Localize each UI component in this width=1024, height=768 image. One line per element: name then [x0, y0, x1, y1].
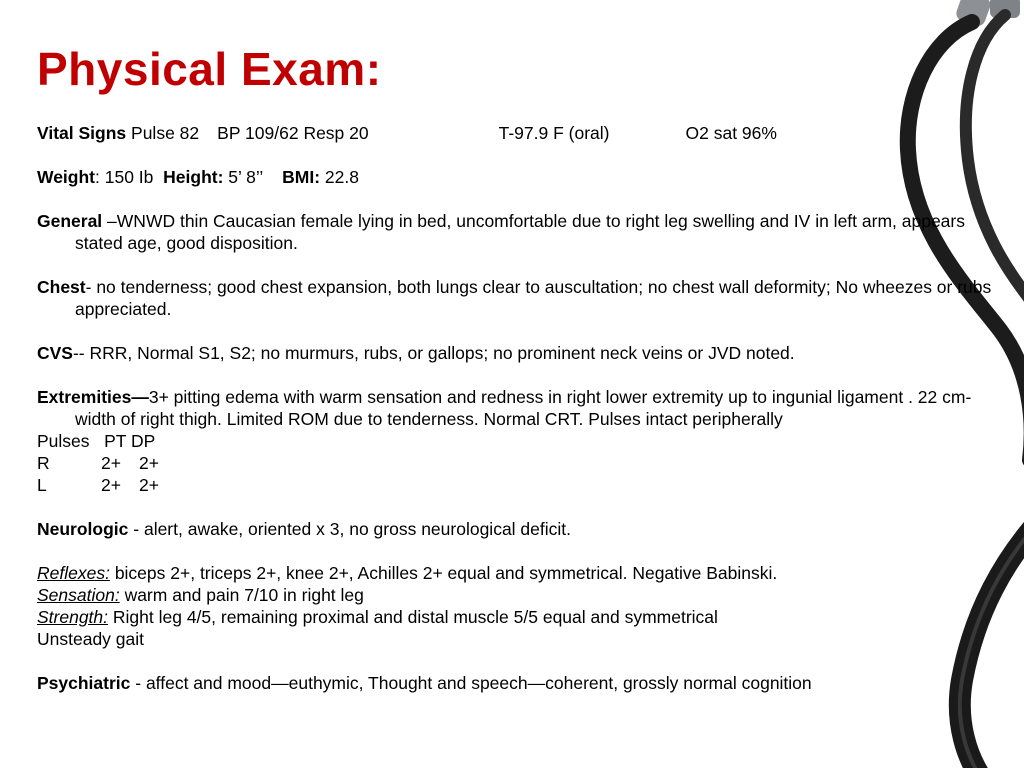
neurologic-label: Neurologic [37, 519, 129, 539]
height-value: 5’ 8’’ [223, 167, 263, 187]
pulses-side: L [37, 475, 47, 495]
pulses-dp: 2+ [139, 453, 159, 473]
page-title: Physical Exam: [37, 43, 382, 95]
chest-label: Chest [37, 277, 86, 297]
pulses-row [37, 474, 997, 496]
extremities-label: Extremities— [37, 387, 149, 407]
pulses-pt: 2+ [101, 475, 121, 495]
psychiatric-label: Psychiatric [37, 673, 131, 693]
extremities-text: 3+ pitting edema with warm sensation and redness in right lower extremity up to ingunial ligament . 22 cm- width of right thigh. Limited ROM due to tenderness. Normal CRT. Pulses intact peripherally [75, 387, 972, 429]
sensation-line [37, 584, 997, 606]
vital-temp: T-97.9 F (oral) [498, 123, 610, 143]
exam-content [37, 122, 997, 694]
height-label: Height: [163, 167, 224, 187]
pulses-header: Pulses PT DP [37, 431, 156, 451]
cvs-label: CVS [37, 343, 73, 363]
cvs-section [37, 342, 997, 364]
pulses-pt: 2+ [101, 453, 121, 473]
pulses-side: R [37, 453, 50, 473]
bmi-label: BMI: [282, 167, 321, 187]
vital-o2: O2 sat 96% [685, 123, 777, 143]
chest-section [37, 276, 997, 320]
anthropometrics-line [37, 166, 997, 188]
sensation-label: Sensation: [37, 585, 120, 605]
gait-line: Unsteady gait [37, 629, 145, 649]
weight-label: Weight [37, 167, 96, 187]
pulses-dp: 2+ [139, 475, 159, 495]
vital-signs-line [37, 122, 997, 144]
vital-signs-label: Vital Signs [37, 123, 127, 143]
vital-resp: Resp 20 [303, 123, 369, 143]
neurologic-section [37, 518, 997, 540]
weight-value: : 150 Ib [95, 167, 154, 187]
psychiatric-section [37, 672, 997, 694]
general-section [37, 210, 997, 254]
strength-text: Right leg 4/5, remaining proximal and distal muscle 5/5 equal and symmetrical [108, 607, 718, 627]
neurologic-text: - alert, awake, oriented x 3, no gross neurological deficit. [128, 519, 571, 539]
general-label: General [37, 211, 103, 231]
vital-pulse: Pulse 82 [131, 123, 200, 143]
sensation-text: warm and pain 7/10 in right leg [119, 585, 364, 605]
reflexes-label: Reflexes: [37, 563, 110, 583]
bmi-value: 22.8 [320, 167, 359, 187]
psychiatric-text: - affect and mood—euthymic, Thought and speech—coherent, grossly normal cognition [130, 673, 812, 693]
general-text: –WNWD thin Caucasian female lying in bed, uncomfortable due to right leg swelling and IV in left arm, appears stated age, good disposition. [75, 211, 965, 253]
strength-label: Strength: [37, 607, 109, 627]
cvs-text: -- RRR, Normal S1, S2; no murmurs, rubs, or gallops; no prominent neck veins or JVD noted. [72, 343, 795, 363]
vital-bp: BP 109/62 [217, 123, 299, 143]
strength-line [37, 606, 997, 628]
reflexes-text: biceps 2+, triceps 2+, knee 2+, Achilles 2+ equal and symmetrical. Negative Babinski. [109, 563, 778, 583]
reflexes-line [37, 562, 997, 584]
extremities-section [37, 386, 997, 430]
pulses-row [37, 452, 997, 474]
chest-text: - no tenderness; good chest expansion, both lungs clear to auscultation; no chest wall deformity; No wheezes or rubs appreciated. [75, 277, 992, 319]
